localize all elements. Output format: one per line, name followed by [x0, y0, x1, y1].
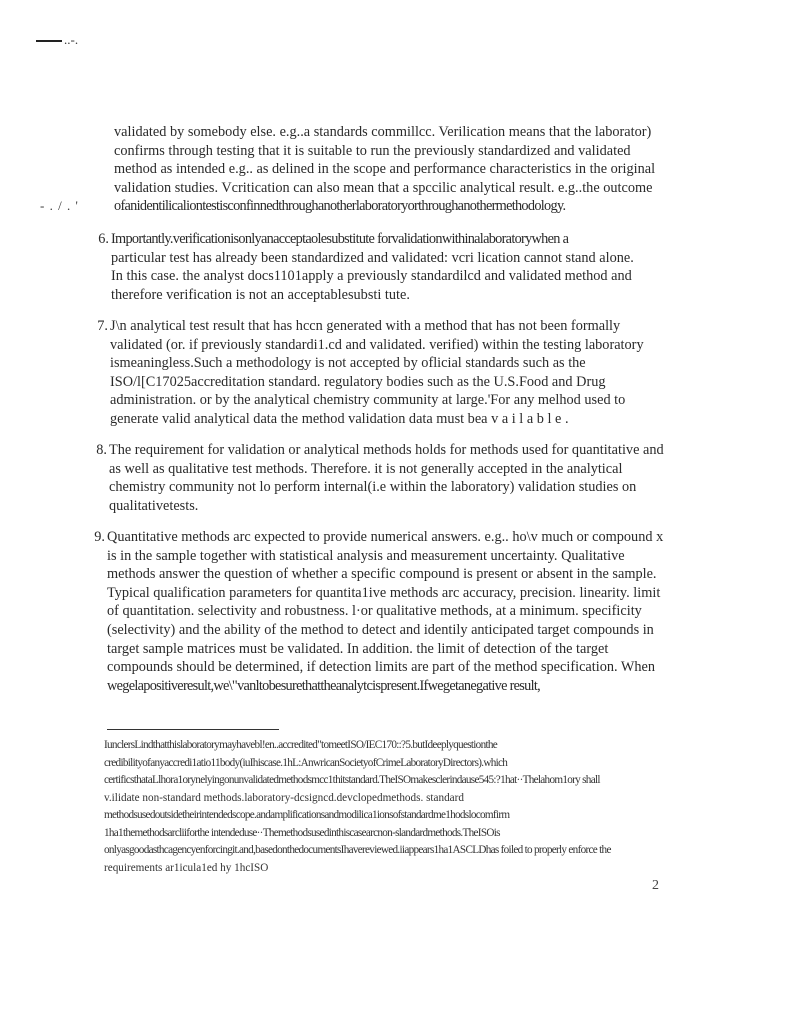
text-line: ofanidentilicaliontestisconfinnedthroughanotherlaboratoryorthroughanothermethodology. [114, 198, 566, 215]
footnote-line: requirements ar1icula1ed hy 1hcISO [104, 861, 269, 874]
paragraph-number: 9. [94, 529, 105, 545]
text-line: methods answer the question of whether a specific compound is present or absent in the sample. [107, 566, 657, 583]
paragraph-7 [97, 317, 644, 429]
text-line: generate valid analytical data the method validation data must bea v a i l a b l e . [110, 410, 569, 427]
paragraph-continued [114, 123, 655, 216]
text-line: confirms through testing that it is suitable to run the previously standardized and validated [114, 142, 631, 159]
text-line: compounds should be determined, if detection limits are part of the method specification. When [107, 659, 656, 676]
footnote-divider [107, 729, 279, 730]
text-line: validated by somebody else. e.g..a standards commillcc. Verilication means that the laborator) [114, 124, 652, 140]
text-line: validation studies. Vcritication can also mean that a spccilic analytical result. e.g..the outcome [114, 179, 653, 196]
footnote [104, 737, 611, 877]
paragraph-8 [96, 441, 664, 515]
text-line: target sample matrices must be validated. In addition. the limit of detection of the target [107, 640, 609, 657]
footnote-line: v.ilidate non-standard methods.laboratory-dcsigncd.devclopedmethods. standard [104, 791, 464, 804]
footnote-line: IunclersLindthatthislaboratorymayhavebl!en..accredited"tomeetISO/IEC170::?5.butIdeeplyquestionthe [104, 739, 498, 751]
page-number: 2 [652, 878, 659, 893]
text-line: wegelapositiveresult,we\"vanltobesurethattheanalytcispresent.Ifwegetanegative result, [107, 677, 541, 694]
text-line: particular test has already been standardized and validated: vcri lication cannot stand alone. [111, 249, 634, 266]
text-line: chemistry community not lo perform internal(i.e within the laboratory) validation studies on [109, 479, 637, 496]
text-line: method as intended e.g.. as delined in the scope and performance characteristics in the original [114, 161, 656, 178]
text-line: Typical qualification parameters for quantita1ive methods arc accuracy, precision. linearity. limit [107, 584, 661, 601]
paragraph-number: 7. [97, 318, 108, 334]
text-line: In this case. the analyst docs1101apply a previously standardilcd and validated method and [111, 268, 632, 285]
text-line: Importantly.verificationisonlyanacceptaolesubstitute forvalidationwithinalaboratorywhen a [111, 231, 569, 247]
text-line: qualitativetests. [109, 497, 199, 514]
text-line: J\n analytical test result that has hccn generated with a method that has not been formally [110, 318, 621, 334]
text-line: Quantitative methods arc expected to provide numerical answers. e.g.. ho\v much or compound x [107, 529, 664, 545]
scan-mark-top: ..-. [36, 32, 78, 48]
scan-mark-margin: - . / . ' [40, 198, 79, 213]
text-line: therefore verification is not an acceptablesubsti tute. [111, 286, 410, 303]
footnote-line: credibilityofanyaccredi1atio11body(iuIhiscase.1hL:AnwricanSocietyofCrimeLaboratoryDirectors).which [104, 756, 508, 769]
text-line: as well as qualitative test methods. Therefore. it is not generally accepted in the analytical [109, 460, 623, 477]
text-line: ismeaningless.Such a methodology is not accepted by oflicial standards such as the [110, 355, 586, 372]
text-line: administration. or by the analytical chemistry community at large.'For any melhod used to [110, 392, 626, 409]
paragraph-6 [98, 230, 634, 304]
footnote-line: onlyasgoodasthcagencyenforcingit.and,basedonthedocumentsIhavereviewed.iiappears1ha1ASCLDhas foiled to properly enforce the [104, 844, 611, 856]
footnote-line: methodsusedoutsidetheirintendedscope.andamplificationsandmodilica1ionsofstandardme1hodslocomfirm [104, 809, 510, 821]
text-line: ISO/l[C17025accreditation standard. regulatory bodies such as the U.S.Food and Drug [110, 373, 606, 390]
text-line: The requirement for validation or analytical methods holds for methods used for quantitative and [109, 442, 664, 458]
paragraph-9 [94, 528, 664, 695]
text-line: (selectivity) and the ability of the method to detect and identily anticipated target compounds in [107, 621, 654, 638]
paragraph-number: 6. [98, 231, 109, 247]
paragraph-number: 8. [96, 442, 107, 458]
text-line: is in the sample together with statistical analysis and measurement uncertainty. Qualitative [107, 547, 625, 564]
footnote-line: 1ha1themethodsarcliiforthe intendeduse··Themethodsusedinthiscasearcnon-slandardmethods.TheISOis [104, 826, 500, 839]
text-line: validated (or. if previously standardi1.cd and validated. verified) within the testing laboratory [110, 336, 644, 353]
text-line: of quantitation. selectivity and robustness. l·or qualitative methods, at a minimum. specificity [107, 603, 642, 620]
footnote-line: certificsthataLlhora1orynelyingonunvalidatedmethodsmcc1thitstandard.TheISOmakesclerindause545:?1hat··Thelahom1ory shall [104, 774, 600, 786]
